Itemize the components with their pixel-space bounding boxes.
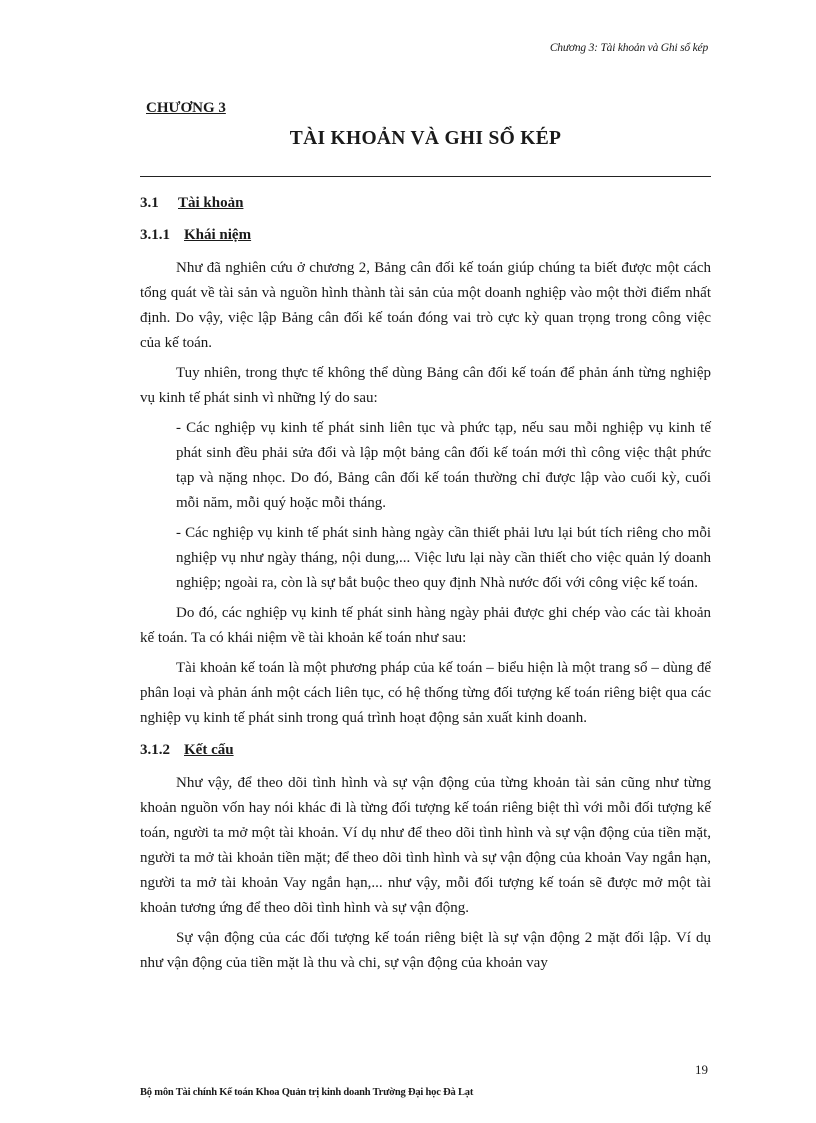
section-number: 3.1: [140, 195, 159, 211]
bullet-item: - Các nghiệp vụ kinh tế phát sinh liên tục và phức tạp, nếu sau mỗi nghiệp vụ kinh tế phát sinh đều phải sửa đổi và lập một bảng cân đối kế toán mới thì công việc thật phức tạp và nặng nhọc. Do đó, Bảng cân đối kế toán thường chỉ được lập vào cuối kỳ, cuối mỗi năm, mỗi quý hoặc mỗi tháng.: [176, 420, 711, 511]
paragraph: Do đó, các nghiệp vụ kinh tế phát sinh hàng ngày phải được ghi chép vào các tài khoản kế toán. Ta có khái niệm về tài khoản kế toán như sau:: [140, 605, 711, 646]
chapter-title: TÀI KHOẢN VÀ GHI SỔ KÉP: [289, 128, 562, 149]
paragraph: Như vậy, để theo dõi tình hình và sự vận động của từng khoản tài sản cũng như từng khoản nguồn vốn hay nói khác đi là từng đối tượng kế toán riêng biệt thì với mỗi đối tượng kế toán, người ta mở một tài khoản. Ví dụ như để theo dõi tình hình và sự vận động của tiền mặt, người ta mở tài khoản tiền mặt; để theo dõi tình hình và sự vận động của khoản Vay ngắn hạn, người ta mở tài khoản Vay ngắn hạn,... như vậy, mỗi đối tượng kế toán sẽ được mở một tài khoản tương ứng để theo dõi tình hình và sự vận động.: [140, 775, 711, 916]
section-number: 3.1.2: [140, 742, 170, 758]
definition-paragraph: Tài khoản kế toán là một phương pháp của kế toán – biểu hiện là một trang sổ – dùng để phân loại và phản ánh một cách liên tục, có hệ thống từng đối tượng kế toán riêng biệt qua các nghiệp vụ kinh tế phát sinh trong quá trình hoạt động sản xuất kinh doanh.: [140, 660, 711, 726]
body-content: [140, 192, 711, 981]
section-title: Kết cấu: [184, 742, 234, 758]
title-divider: [140, 176, 711, 177]
paragraph: Như đã nghiên cứu ở chương 2, Bảng cân đối kế toán giúp chúng ta biết được một cách tổng quát về tài sản và nguồn hình thành tài sản của một doanh nghiệp vào một thời điểm nhất định. Do vậy, việc lập Bảng cân đối kế toán đóng vai trò cực kỳ quan trọng trong công việc của kế toán.: [140, 260, 711, 351]
paragraph: Tuy nhiên, trong thực tế không thể dùng Bảng cân đối kế toán để phản ánh từng nghiệp vụ kinh tế phát sinh vì những lý do sau:: [140, 365, 711, 406]
page-footer: Bộ môn Tài chính Kế toán Khoa Quản trị kinh doanh Trường Đại học Đà Lạt: [140, 1087, 474, 1098]
bullet-item: - Các nghiệp vụ kinh tế phát sinh hàng ngày cần thiết phải lưu lại bút tích riêng cho mỗi nghiệp vụ như ngày tháng, nội dung,... Việc lưu lại này cần thiết cho việc quản lý doanh nghiệp; ngoài ra, còn là sự bắt buộc theo quy định Nhà nước đối với công việc kế toán.: [176, 525, 711, 591]
section-title: Tài khoản: [178, 195, 244, 211]
page-number: 19: [695, 1062, 708, 1077]
section-heading-3-1-1: [140, 224, 711, 246]
chapter-label: CHƯƠNG 3: [146, 100, 226, 116]
running-header: Chương 3: Tài khoản và Ghi sổ kép: [549, 42, 708, 54]
section-heading-3-1: [140, 192, 711, 214]
section-number: 3.1.1: [140, 227, 170, 243]
paragraph: Sự vận động của các đối tượng kế toán riêng biệt là sự vận động 2 mặt đối lập. Ví dụ như vận động của tiền mặt là thu và chi, sự vận động của khoản vay: [140, 930, 711, 971]
section-title: Khái niệm: [184, 227, 252, 243]
section-heading-3-1-2: [140, 739, 711, 761]
